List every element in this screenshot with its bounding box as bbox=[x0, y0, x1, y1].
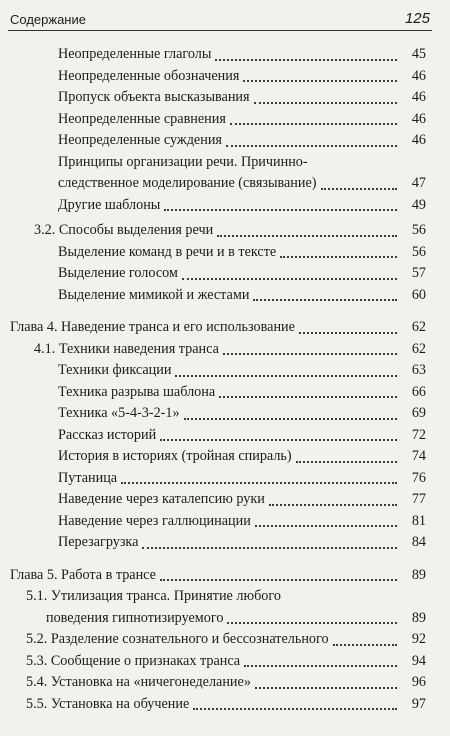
toc-entry bbox=[58, 403, 426, 425]
dot-leader bbox=[230, 123, 397, 125]
dot-leader bbox=[175, 375, 397, 377]
toc-page: 45 bbox=[411, 46, 426, 62]
dot-leader bbox=[255, 525, 397, 527]
toc-title: Глава 4. Наведение транса и его использование bbox=[10, 319, 295, 335]
dot-leader bbox=[219, 396, 397, 398]
toc-entry bbox=[58, 532, 426, 554]
dot-leader bbox=[296, 461, 397, 463]
toc-page: 89 bbox=[411, 609, 426, 626]
toc-title: Неопределенные сравнения bbox=[58, 110, 226, 127]
toc-entry bbox=[58, 44, 426, 66]
dot-leader bbox=[160, 579, 397, 581]
toc-page: 46 bbox=[411, 89, 426, 105]
toc-chapter-entry bbox=[10, 317, 426, 339]
dot-leader bbox=[160, 439, 397, 441]
toc-section-entry bbox=[26, 694, 426, 716]
toc-page: 96 bbox=[411, 674, 426, 690]
toc-entry bbox=[58, 511, 426, 533]
toc-title: Выделение мимикой и жестами bbox=[58, 286, 250, 303]
toc-title: Неопределенные суждения bbox=[58, 132, 222, 148]
toc-title: Наведение через каталепсию руки bbox=[58, 491, 265, 507]
toc-title-line2: поведения гипнотизируемого bbox=[46, 609, 224, 626]
dot-leader bbox=[244, 665, 397, 667]
section-title: Содержание bbox=[10, 12, 86, 27]
toc-page: 47 bbox=[411, 175, 426, 191]
toc-title: История в историях (тройная спираль) bbox=[58, 448, 292, 464]
toc-page: 84 bbox=[411, 534, 426, 550]
toc-page: 46 bbox=[411, 67, 426, 84]
toc-entry bbox=[58, 152, 426, 195]
toc-title: Техники фиксации bbox=[58, 362, 172, 378]
toc-title: Выделение голосом bbox=[58, 265, 178, 281]
toc-page: 69 bbox=[411, 405, 426, 421]
toc-entry bbox=[58, 263, 426, 285]
toc-page: 66 bbox=[411, 383, 426, 400]
toc-entry bbox=[58, 382, 426, 404]
dot-leader bbox=[253, 299, 397, 301]
toc-section-entry bbox=[34, 339, 426, 361]
dot-leader bbox=[142, 547, 397, 549]
toc-section-entry bbox=[34, 220, 426, 242]
dot-leader bbox=[299, 332, 397, 334]
dot-leader bbox=[254, 102, 397, 104]
toc-title: Неопределенные глаголы bbox=[58, 46, 212, 62]
toc-page: 72 bbox=[411, 426, 426, 443]
toc-title: Рассказ историй bbox=[58, 426, 157, 443]
toc-title-line1: Принципы организации речи. Причинно- bbox=[58, 153, 308, 170]
toc-page: 92 bbox=[411, 631, 426, 647]
toc-page: 63 bbox=[411, 362, 426, 378]
dot-leader bbox=[227, 622, 397, 624]
toc-section-entry bbox=[26, 651, 426, 673]
toc-title-line2: следственное моделирование (связывание) bbox=[58, 175, 317, 191]
dot-leader bbox=[269, 504, 397, 506]
toc-page: 94 bbox=[411, 652, 426, 669]
toc-title: Техника «5-4-3-2-1» bbox=[58, 405, 180, 421]
toc-entry bbox=[58, 360, 426, 382]
toc-page: 56 bbox=[411, 243, 426, 260]
toc-title-line1: 5.1. Утилизация транса. Принятие любого bbox=[26, 588, 281, 604]
toc-title: Выделение команд в речи и в тексте bbox=[58, 243, 277, 260]
dot-leader bbox=[217, 235, 397, 237]
toc-page: 62 bbox=[411, 319, 426, 335]
toc-page: 76 bbox=[411, 469, 426, 486]
toc-title: 3.2. Способы выделения речи bbox=[34, 222, 214, 238]
toc-page: 62 bbox=[411, 340, 426, 357]
toc-entry bbox=[58, 425, 426, 447]
toc-section-entry bbox=[26, 586, 426, 629]
dot-leader bbox=[184, 418, 397, 420]
dot-leader bbox=[280, 256, 397, 258]
toc-page: 74 bbox=[411, 448, 426, 464]
toc-entry bbox=[58, 87, 426, 109]
toc-page: 46 bbox=[411, 132, 426, 148]
toc-section-entry bbox=[26, 672, 426, 694]
toc-title: Наведение через галлюцинации bbox=[58, 512, 251, 529]
toc-page: 60 bbox=[411, 286, 426, 303]
toc-title: 4.1. Техники наведения транса bbox=[34, 340, 219, 357]
toc-title: 5.4. Установка на «ничегонеделание» bbox=[26, 674, 251, 690]
toc-title: Неопределенные обозначения bbox=[58, 67, 240, 84]
dot-leader bbox=[164, 209, 397, 211]
dot-leader bbox=[226, 145, 397, 147]
toc-entry bbox=[58, 130, 426, 152]
table-of-contents bbox=[0, 44, 450, 715]
page-number: 125 bbox=[404, 10, 430, 27]
dot-leader bbox=[333, 644, 397, 646]
toc-title: 5.3. Сообщение о признаках транса bbox=[26, 652, 241, 669]
running-header bbox=[8, 8, 432, 31]
dot-leader bbox=[193, 708, 397, 710]
toc-page: 56 bbox=[411, 222, 426, 238]
toc-entry bbox=[58, 446, 426, 468]
toc-page: 49 bbox=[411, 196, 426, 213]
toc-entry bbox=[58, 109, 426, 131]
dot-leader bbox=[182, 278, 397, 280]
toc-title: Глава 5. Работа в трансе bbox=[10, 566, 156, 583]
toc-entry bbox=[58, 489, 426, 511]
toc-title: Путаница bbox=[58, 469, 118, 486]
dot-leader bbox=[243, 80, 397, 82]
toc-title: Другие шаблоны bbox=[58, 196, 161, 213]
toc-entry bbox=[58, 285, 426, 307]
toc-page: 97 bbox=[411, 695, 426, 712]
toc-title: Перезагрузка bbox=[58, 534, 139, 550]
toc-page: 77 bbox=[411, 491, 426, 507]
toc-entry bbox=[58, 468, 426, 490]
toc-entry bbox=[58, 195, 426, 217]
toc-chapter-entry bbox=[10, 565, 426, 587]
toc-title: Техника разрыва шаблона bbox=[58, 383, 216, 400]
dot-leader bbox=[121, 482, 397, 484]
toc-title: Пропуск объекта высказывания bbox=[58, 89, 250, 105]
toc-page: 57 bbox=[411, 265, 426, 281]
dot-leader bbox=[223, 353, 397, 355]
toc-entry bbox=[58, 66, 426, 88]
toc-section-entry bbox=[26, 629, 426, 651]
toc-page: 89 bbox=[411, 566, 426, 583]
dot-leader bbox=[255, 687, 397, 689]
toc-page: 81 bbox=[411, 512, 426, 529]
dot-leader bbox=[321, 188, 398, 190]
toc-entry bbox=[58, 242, 426, 264]
dot-leader bbox=[215, 59, 397, 61]
toc-page: 46 bbox=[411, 110, 426, 127]
toc-title: 5.5. Установка на обучение bbox=[26, 695, 190, 712]
toc-title: 5.2. Разделение сознательного и бессознательного bbox=[26, 631, 329, 647]
